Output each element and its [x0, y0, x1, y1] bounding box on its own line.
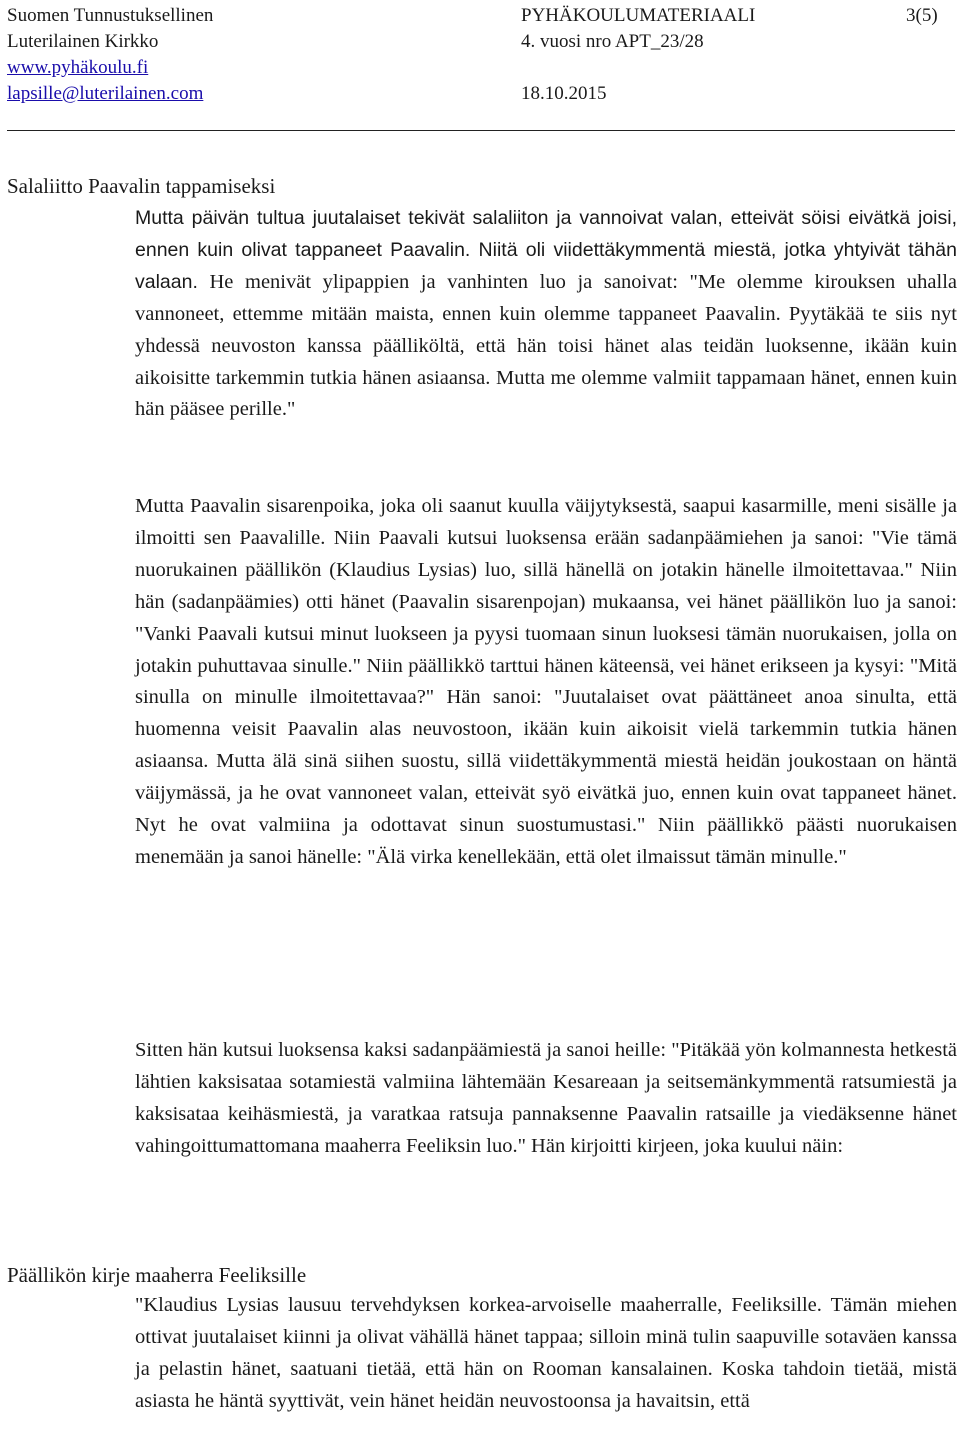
- document-header: [0, 0, 960, 140]
- org-name-line1: Suomen Tunnustuksellinen: [7, 5, 214, 26]
- website-link[interactable]: www.pyhäkoulu.fi: [7, 57, 149, 78]
- section-title-kirje: Päällikön kirje maaherra Feeliksille: [7, 1263, 307, 1287]
- section1-paragraph3: Sitten hän kutsui luoksensa kaksi sadanpäämiestä ja sanoi heille: "Pitäkää yön kolmannesta hetkestä lähtien kaksisataa sotamiestä valmiina lähtemään Kesareaan ja seitsemänkymmentä ratsumiestä ja kaksisataa keihäsmiestä, ja varatkaa ratsuja pannaksenne Paavalin ratsaille ja viedäksenne hänet vahingoittumattomana maaherra Feeliksin luo." Hän kirjoitti kirjeen, joka kuului näin:: [135, 1039, 957, 1157]
- material-code: 4. vuosi nro APT_23/28: [521, 31, 704, 52]
- material-title: PYHÄKOULUMATERIAALI: [521, 5, 756, 26]
- document-date: 18.10.2015: [521, 83, 607, 104]
- org-name-line2: Luterilainen Kirkko: [7, 31, 159, 52]
- section1-paragraph2: Mutta Paavalin sisarenpoika, joka oli saanut kuulla väijytyksestä, saapui kasarmille, meni sisälle ja ilmoitti sen Paavalille. Niin Paavali kutsui luoksensa erään sadanpäämiehen ja sanoi: "Vie tämä nuorukainen päällikön (Klaudius Lysias) luo, sillä hänellä on jotakin hänelle ilmoitettavaa." Niin hän (sadanpäämies) otti hänet (Paavalin sisarenpojan) mukaansa, vei hänet päällikön luo ja sanoi: "Vanki Paavali kutsui minut luokseen ja pyysi tuomaan sinun luoksesi tämän nuorukaisen, jolla on jotakin puhuttavaa sinulle." Niin päällikkö tarttui hänen käteensä, vei hänet erikseen ja kysyi: "Mitä sinulla on minulle ilmoitettavaa?" Hän sanoi: "Juutalaiset ovat päättäneet anoa sinulta, että huomenna veisit Paavalin alas neuvostoon, ikään kuin aikoisit vielä tarkemmin tutkia hänen asiaansa. Mutta älä sinä siihen suostu, sillä viidettäkymmentä miestä heidän joukostaan on häntä väijymässä, ja he ovat vannoneet valan, etteivät syö eivätkä juo, ennen kuin ovat tappaneet hänet. Nyt he ovat valmiina ja odottavat sinun suostumustasi." Niin päällikkö päästi nuorukaisen menemään ja sanoi hänelle: "Älä virka kenellekään, että olet ilmaissut tämän minulle.": [135, 495, 957, 868]
- page-number: 3(5): [906, 5, 938, 26]
- section1-paragraph1-lead: Mutta päivän tultua juutalaiset tekivät salaliiton ja vannoivat valan, etteivät söisi eivätkä joisi, ennen kuin olivat tappaneet Paavalin. Niitä oli viidettäkymmentä miestä, jotka yhtyivät tähän valaan.: [135, 207, 957, 293]
- section1-paragraph1-rest: He menivät ylipappien ja vanhinten luo ja sanoivat: "Me olemme kirouksen uhalla vannoneet, ettemme mitään maista, ennen kuin olemme tappaneet Paavalin. Pyytäkää te siis nyt yhdessä neuvoston kanssa päälliköltä, että hän toisi hänet alas teidän luoksenne, ikään kuin aikoisitte tarkemmin tutkia hänen asiaansa. Mutta me olemme valmiit tappamaan hänet, ennen kuin hän pääsee perille.": [135, 270, 957, 421]
- section2-paragraph1: "Klaudius Lysias lausuu tervehdyksen korkea-arvoiselle maaherralle, Feeliksille. Tämän miehen ottivat juutalaiset kiinni ja olivat vähällä hänet tappaa; silloin minä tulin saapuville sotaväen kanssa ja pelastin hänet, saatuani tietää, että hän on Rooman kansalainen. Koska tahdoin tietää, mistä asiasta he häntä syyttivät, vein hänet heidän neuvostoonsa ja havaitsin, että: [135, 1294, 957, 1412]
- email-link[interactable]: lapsille@luterilainen.com: [7, 83, 204, 104]
- header-divider: [7, 130, 955, 131]
- section1-paragraph1: [135, 203, 957, 426]
- section-title-salaliitto: Salaliitto Paavalin tappamiseksi: [7, 174, 276, 198]
